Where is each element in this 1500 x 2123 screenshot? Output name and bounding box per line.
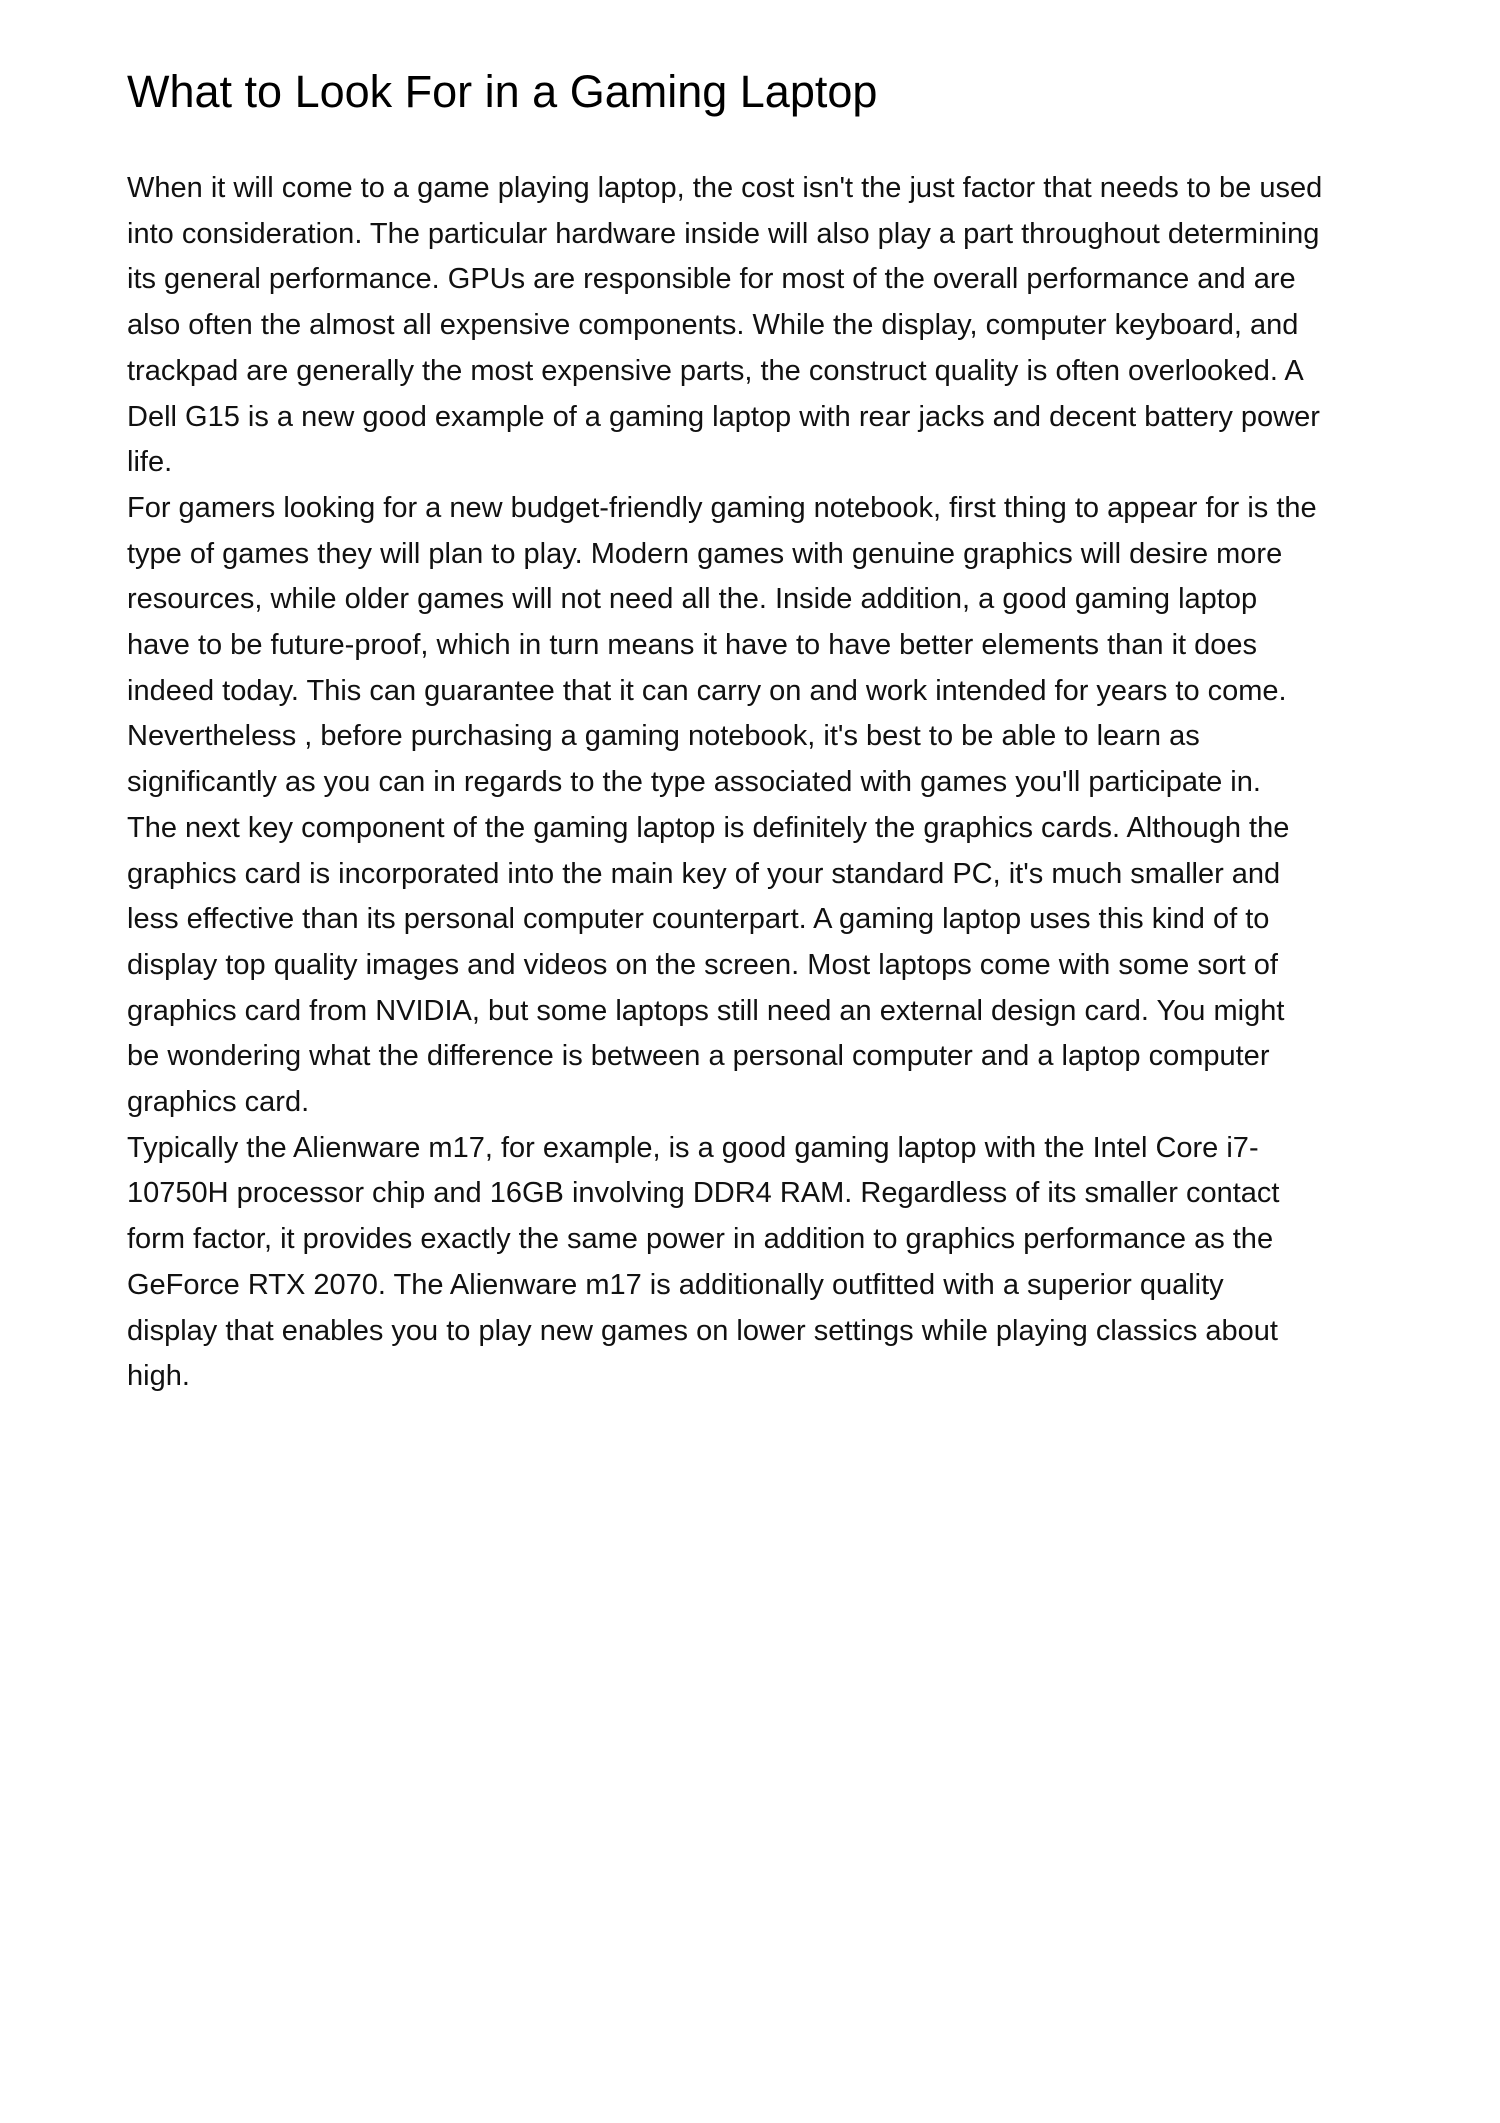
- text-line: have to be future-proof, which in turn means it have to have better elements than it does: [127, 629, 1258, 662]
- text-line: high.: [127, 1360, 190, 1393]
- text-line: also often the almost all expensive components. While the display, computer keyboard, and: [127, 309, 1299, 342]
- text-line: Typically the Alienware m17, for example, is a good gaming laptop with the Intel Core i7-: [127, 1131, 1259, 1164]
- page-title: What to Look For in a Gaming Laptop: [127, 66, 878, 117]
- text-line: Dell G15 is a new good example of a gaming laptop with rear jacks and decent battery power: [127, 400, 1320, 433]
- text-line: The next key component of the gaming laptop is definitely the graphics cards. Although the: [127, 811, 1290, 844]
- paragraph: [127, 166, 1427, 486]
- text-line: resources, while older games will not need all the. Inside addition, a good gaming laptop: [127, 583, 1258, 616]
- text-line: less effective than its personal computer counterpart. A gaming laptop uses this kind of to: [127, 903, 1270, 936]
- text-line: indeed today. This can guarantee that it can carry on and work intended for years to come.: [127, 674, 1287, 707]
- text-line: Nevertheless , before purchasing a gaming notebook, it's best to be able to learn as: [127, 720, 1200, 753]
- text-line: graphics card.: [127, 1086, 310, 1119]
- text-line: When it will come to a game playing laptop, the cost isn't the just factor that needs to be used: [127, 172, 1323, 204]
- paragraph: [127, 1126, 1427, 1400]
- text-line: graphics card from NVIDIA, but some laptops still need an external design card. You might: [127, 994, 1285, 1027]
- text-line: its general performance. GPUs are responsible for most of the overall performance and are: [127, 263, 1296, 296]
- text-line: trackpad are generally the most expensive parts, the construct quality is often overlooked. A: [127, 354, 1304, 387]
- text-line: display that enables you to play new games on lower settings while playing classics about: [127, 1314, 1278, 1347]
- text-line: into consideration. The particular hardware inside will also play a part throughout determining: [127, 217, 1320, 250]
- text-line: graphics card is incorporated into the main key of your standard PC, it's much smaller and: [127, 857, 1281, 890]
- article-body: [127, 166, 1427, 1400]
- text-line: life.: [127, 446, 173, 479]
- text-line: form factor, it provides exactly the same power in addition to graphics performance as the: [127, 1223, 1274, 1256]
- paragraph: [127, 806, 1427, 1126]
- text-line: be wondering what the difference is between a personal computer and a laptop computer: [127, 1040, 1270, 1073]
- text-line: For gamers looking for a new budget-friendly gaming notebook, first thing to appear for is the: [127, 491, 1317, 524]
- paragraph: [127, 486, 1427, 806]
- text-line: significantly as you can in regards to the type associated with games you'll participate in.: [127, 766, 1261, 799]
- text-line: 10750H processor chip and 16GB involving DDR4 RAM. Regardless of its smaller contact: [127, 1177, 1280, 1210]
- text-line: GeForce RTX 2070. The Alienware m17 is additionally outfitted with a superior quality: [127, 1268, 1224, 1301]
- text-line: type of games they will plan to play. Modern games with genuine graphics will desire more: [127, 537, 1283, 570]
- text-line: display top quality images and videos on the screen. Most laptops come with some sort of: [127, 948, 1278, 981]
